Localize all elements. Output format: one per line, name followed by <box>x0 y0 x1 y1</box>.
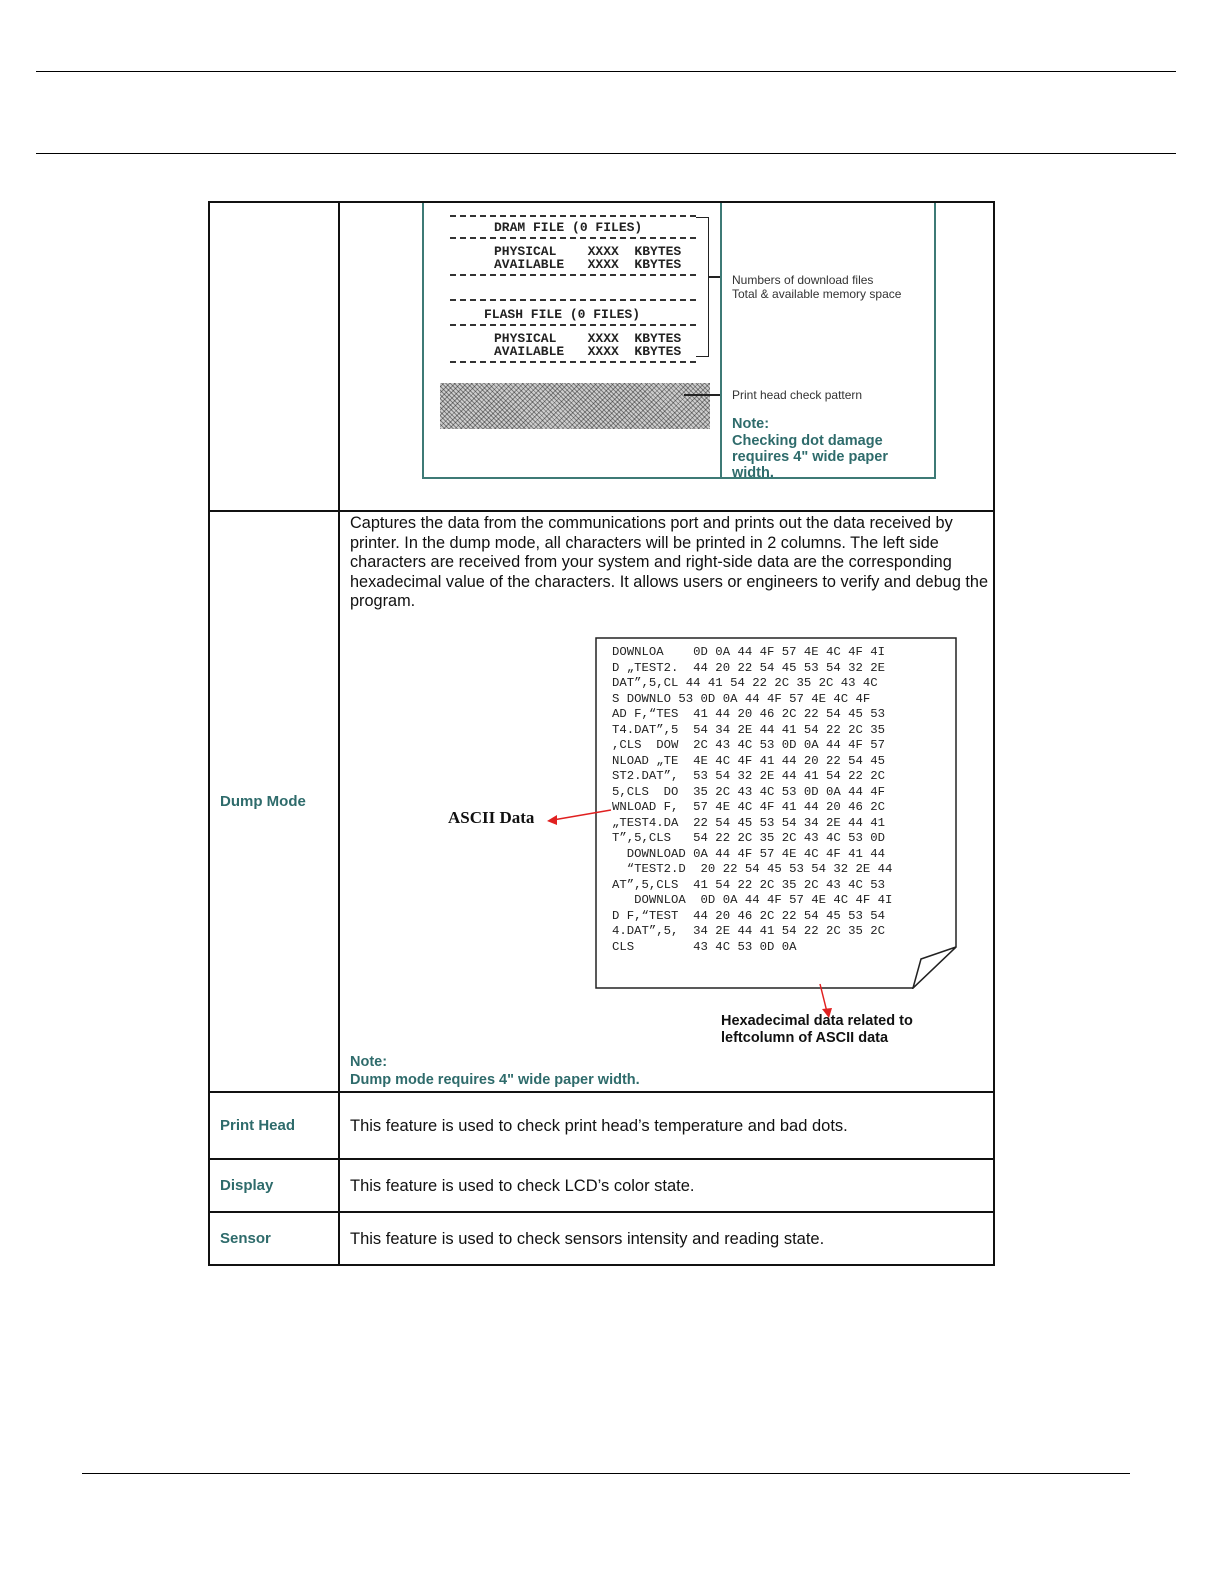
dump-line: D F,“TEST 44 20 46 2C 22 54 45 53 54 <box>612 908 886 923</box>
dashed-line <box>450 215 696 217</box>
dump-mode-row <box>209 511 994 1092</box>
dump-line: 5,CLS DO 35 2C 43 4C 53 0D 0A 44 4F <box>612 784 886 799</box>
dump-line: T4.DAT”,5 54 34 2E 44 41 54 22 2C 35 <box>612 722 886 737</box>
dump-line: WNLOAD F, 57 4E 4C 4F 41 44 20 46 2C <box>612 800 886 814</box>
dump-mode-label: Dump Mode <box>209 511 339 1092</box>
dump-note-text: Dump mode requires 4" wide paper width. <box>350 1072 640 1088</box>
self-test-note-title: Note: <box>732 416 770 432</box>
dump-line: DOWNLOAD 0A 44 4F 57 4E 4C 4F 41 44 <box>612 846 886 861</box>
dump-line: NLOAD „TE 4E 4C 4F 41 44 20 22 54 45 <box>612 753 886 768</box>
display-label: Display <box>209 1159 339 1212</box>
dump-line: CLS 43 4C 53 0D 0A <box>612 939 797 954</box>
dump-line: AD F,“TES 41 44 20 46 2C 22 54 45 53 <box>612 707 886 721</box>
panel-divider <box>720 203 722 479</box>
header-rule-top <box>36 71 1176 72</box>
flash-file-header: FLASH FILE (0 FILES) <box>484 307 641 322</box>
annotation-print-head-pattern: Print head check pattern <box>732 388 863 402</box>
annotation-memory-space: Total & available memory space <box>732 287 902 301</box>
self-test-label-cell <box>209 202 339 511</box>
self-test-row <box>209 202 994 511</box>
header-rule-bottom <box>36 153 1176 154</box>
bracket-leader <box>708 276 720 278</box>
dump-lines <box>612 645 892 955</box>
dram-file-header: DRAM FILE (0 FILES) <box>494 220 643 235</box>
ascii-data-label: ASCII Data <box>448 808 535 827</box>
dump-line: 4.DAT”,5, 34 2E 44 41 54 22 2C 35 2C <box>612 924 886 938</box>
dump-mode-content-cell <box>339 511 994 1092</box>
display-description: This feature is used to check LCD’s color state. <box>350 1176 695 1195</box>
dump-mode-description: Captures the data from the communications port and prints out the data received by printer. In the dump mode, all characters will be printed in 2 columns. The left side characters are received from your system and right-side data are the corresponding hexadecimal value of the characters. It allows users or engineers to verify and debug the program. <box>350 514 989 611</box>
dump-note-title: Note: <box>350 1054 388 1070</box>
memory-bracket <box>696 217 709 357</box>
dashed-line <box>450 324 696 326</box>
footer-rule <box>82 1473 1130 1474</box>
dump-line: DAT”,5,CL 44 41 54 22 2C 35 2C 43 4C <box>612 676 878 690</box>
dump-printout-sheet <box>595 637 957 989</box>
dump-line: AT”,5,CLS 41 54 22 2C 35 2C 43 4C 53 <box>612 877 886 892</box>
dump-line: “TEST2.D 20 22 54 45 53 54 32 2E 44 <box>612 862 893 876</box>
self-test-content-cell <box>339 202 994 511</box>
print-head-label: Print Head <box>209 1092 339 1159</box>
dump-line: „TEST4.DA 22 54 45 53 54 34 2E 44 41 <box>612 815 886 830</box>
dashed-line <box>450 237 696 239</box>
ascii-arrow <box>545 806 615 830</box>
dram-available: AVAILABLE XXXX KBYTES <box>494 257 682 272</box>
dump-line: DOWNLOA 0D 0A 44 4F 57 4E 4C 4F 4I <box>612 893 893 907</box>
pattern-leader <box>684 394 720 396</box>
flash-available: AVAILABLE XXXX KBYTES <box>494 344 682 359</box>
hex-label-line-2: leftcolumn of ASCII data <box>721 1030 889 1046</box>
dump-line: ,CLS DOW 2C 43 4C 53 0D 0A 44 4F 57 <box>612 738 886 752</box>
dump-line: S DOWNLO 53 0D 0A 44 4F 57 4E 4C 4F <box>612 691 871 706</box>
dram-physical: PHYSICAL XXXX KBYTES <box>494 244 682 259</box>
feature-table <box>208 201 995 1266</box>
annotation-download-files: Numbers of download files <box>732 273 874 287</box>
dump-line: T”,5,CLS 54 22 2C 35 2C 43 4C 53 0D <box>612 831 886 845</box>
dashed-line <box>450 361 696 363</box>
self-test-note-line-2: requires 4" wide paper <box>732 449 888 465</box>
dashed-line <box>450 274 696 276</box>
hex-label-line-1: Hexadecimal data related to <box>721 1013 913 1029</box>
sensor-description: This feature is used to check sensors intensity and reading state. <box>350 1229 825 1248</box>
flash-physical: PHYSICAL XXXX KBYTES <box>494 331 682 346</box>
self-test-printout-panel <box>422 203 936 479</box>
print-head-description: This feature is used to check print head’s temperature and bad dots. <box>350 1116 848 1135</box>
dump-line: ST2.DAT”, 53 54 32 2E 44 41 54 22 2C <box>612 769 886 783</box>
dashed-line <box>450 299 696 301</box>
self-test-note-line-3: width. <box>732 465 774 481</box>
dump-line: D „TEST2. 44 20 22 54 45 53 54 32 2E <box>612 660 886 675</box>
print-head-row <box>209 1092 994 1159</box>
self-test-note-line-1: Checking dot damage <box>732 433 883 449</box>
print-head-check-pattern <box>440 383 710 429</box>
sensor-label: Sensor <box>209 1212 339 1265</box>
display-row <box>209 1159 994 1212</box>
sensor-row <box>209 1212 994 1265</box>
dump-line: DOWNLOA 0D 0A 44 4F 57 4E 4C 4F 4I <box>612 645 886 659</box>
